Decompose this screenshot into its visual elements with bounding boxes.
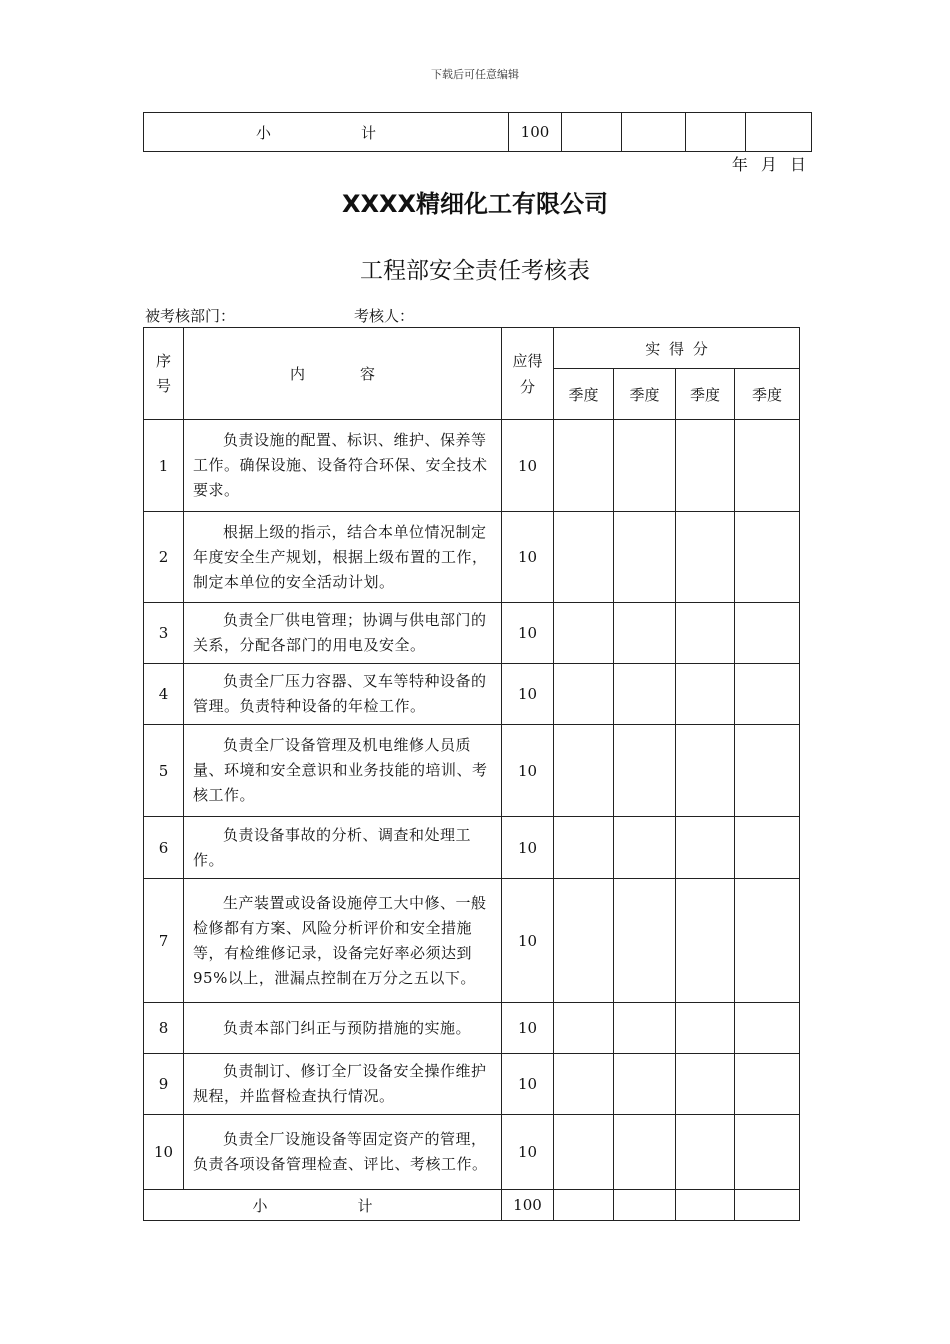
header-row — [144, 328, 800, 369]
quarter-score-cell[interactable] — [676, 1115, 735, 1190]
row-seq: 2 — [144, 512, 184, 603]
quarter-score-cell[interactable] — [735, 817, 800, 879]
row-seq: 4 — [144, 664, 184, 725]
header-note: 下载后可任意编辑 — [431, 68, 519, 81]
quarter-score-cell[interactable] — [735, 725, 800, 817]
row-score: 10 — [502, 725, 554, 817]
previous-subtotal-label: 小 计 — [144, 113, 509, 152]
quarter-score-cell[interactable] — [735, 1003, 800, 1054]
quarter-score-cell[interactable] — [735, 512, 800, 603]
quarter-score-cell[interactable] — [554, 1115, 614, 1190]
table-row — [144, 817, 800, 879]
company-name: XXXX精细化工有限公司 — [341, 190, 608, 218]
row-score: 10 — [502, 879, 554, 1003]
subtotal-row — [144, 1190, 800, 1221]
form-title: 工程部安全责任考核表 — [360, 258, 590, 284]
quarter-score-cell[interactable] — [676, 725, 735, 817]
subtotal-score: 100 — [502, 1190, 554, 1221]
row-seq: 1 — [144, 420, 184, 512]
previous-subtotal-score: 100 — [509, 113, 562, 152]
date-line: 年 月 日 — [731, 155, 806, 174]
quarter-score-cell[interactable] — [676, 879, 735, 1003]
row-content: 根据上级的指示，结合本单位情况制定年度安全生产规划，根据上级布置的工作，制定本单位的安全活动计划。 — [184, 512, 502, 603]
assessor-label: 考核人： — [354, 307, 415, 325]
col-content-header: 内 容 — [184, 328, 502, 420]
previous-subtotal-row — [144, 113, 812, 152]
quarter-score-cell[interactable] — [554, 664, 614, 725]
row-seq: 5 — [144, 725, 184, 817]
quarter-score-cell[interactable] — [676, 603, 735, 664]
row-content: 负责全厂供电管理；协调与供电部门的关系，分配各部门的用电及安全。 — [184, 603, 502, 664]
quarter-score-cell[interactable] — [614, 512, 676, 603]
quarter-score-cell[interactable] — [614, 1115, 676, 1190]
quarter-score-cell[interactable] — [614, 725, 676, 817]
quarter-header: 季度 — [676, 369, 735, 420]
quarter-score-cell[interactable] — [554, 1003, 614, 1054]
quarter-header: 季度 — [735, 369, 800, 420]
quarter-score-cell[interactable] — [554, 879, 614, 1003]
row-score: 10 — [502, 420, 554, 512]
quarter-score-cell[interactable] — [735, 1115, 800, 1190]
row-score: 10 — [502, 1054, 554, 1115]
table-row — [144, 512, 800, 603]
form-meta — [145, 305, 805, 326]
row-content: 负责全厂压力容器、叉车等特种设备的管理。负责特种设备的年检工作。 — [184, 664, 502, 725]
subtotal-quarter-cell[interactable] — [676, 1190, 735, 1221]
previous-quarter-cell[interactable] — [622, 113, 686, 152]
assessed-dept-label: 被考核部门： — [145, 307, 236, 325]
quarter-score-cell[interactable] — [614, 603, 676, 664]
quarter-score-cell[interactable] — [735, 603, 800, 664]
row-content: 负责本部门纠正与预防措施的实施。 — [184, 1003, 502, 1054]
quarter-score-cell[interactable] — [554, 420, 614, 512]
table-row — [144, 664, 800, 725]
row-seq: 8 — [144, 1003, 184, 1054]
row-content: 负责设施的配置、标识、维护、保养等工作。确保设施、设备符合环保、安全技术要求。 — [184, 420, 502, 512]
table-row — [144, 603, 800, 664]
quarter-header: 季度 — [554, 369, 614, 420]
quarter-score-cell[interactable] — [735, 879, 800, 1003]
quarter-score-cell[interactable] — [676, 420, 735, 512]
quarter-score-cell[interactable] — [614, 817, 676, 879]
row-score: 10 — [502, 603, 554, 664]
previous-quarter-cell[interactable] — [562, 113, 622, 152]
subtotal-quarter-cell[interactable] — [554, 1190, 614, 1221]
row-content: 生产装置或设备设施停工大中修、一般检修都有方案、风险分析评价和安全措施等，有检维修记录，设备完好率必须达到95%以上，泄漏点控制在万分之五以下。 — [184, 879, 502, 1003]
row-content: 负责全厂设备管理及机电维修人员质量、环境和安全意识和业务技能的培训、考核工作。 — [184, 725, 502, 817]
col-score-header: 应得分 — [502, 328, 554, 420]
table-row — [144, 1003, 800, 1054]
assessment-table — [143, 327, 800, 1221]
row-score: 10 — [502, 1115, 554, 1190]
table-row — [144, 879, 800, 1003]
quarter-score-cell[interactable] — [735, 1054, 800, 1115]
row-seq: 10 — [144, 1115, 184, 1190]
table-row — [144, 1054, 800, 1115]
subtotal-quarter-cell[interactable] — [614, 1190, 676, 1221]
quarter-score-cell[interactable] — [554, 512, 614, 603]
col-actual-header: 实 得 分 — [554, 328, 800, 369]
row-seq: 3 — [144, 603, 184, 664]
quarter-score-cell[interactable] — [676, 512, 735, 603]
subtotal-quarter-cell[interactable] — [735, 1190, 800, 1221]
quarter-score-cell[interactable] — [735, 420, 800, 512]
quarter-score-cell[interactable] — [676, 664, 735, 725]
row-content: 负责设备事故的分析、调查和处理工作。 — [184, 817, 502, 879]
quarter-score-cell[interactable] — [676, 1003, 735, 1054]
table-row — [144, 725, 800, 817]
previous-quarter-cell[interactable] — [746, 113, 812, 152]
table-row — [144, 420, 800, 512]
quarter-score-cell[interactable] — [614, 420, 676, 512]
row-seq: 7 — [144, 879, 184, 1003]
row-score: 10 — [502, 664, 554, 725]
quarter-score-cell[interactable] — [554, 817, 614, 879]
quarter-score-cell[interactable] — [614, 879, 676, 1003]
quarter-score-cell[interactable] — [554, 1054, 614, 1115]
quarter-header: 季度 — [614, 369, 676, 420]
quarter-score-cell[interactable] — [735, 664, 800, 725]
quarter-score-cell[interactable] — [676, 1054, 735, 1115]
previous-quarter-cell[interactable] — [686, 113, 746, 152]
table-row — [144, 1115, 800, 1190]
quarter-score-cell[interactable] — [554, 725, 614, 817]
row-seq: 9 — [144, 1054, 184, 1115]
col-seq-header: 序号 — [144, 328, 184, 420]
subtotal-label: 小 计 — [144, 1190, 502, 1221]
row-content: 负责制订、修订全厂设备安全操作维护规程，并监督检查执行情况。 — [184, 1054, 502, 1115]
row-score: 10 — [502, 1003, 554, 1054]
row-content: 负责全厂设施设备等固定资产的管理，负责各项设备管理检查、评比、考核工作。 — [184, 1115, 502, 1190]
row-score: 10 — [502, 817, 554, 879]
quarter-score-cell[interactable] — [676, 817, 735, 879]
quarter-score-cell[interactable] — [614, 1003, 676, 1054]
quarter-score-cell[interactable] — [614, 664, 676, 725]
quarter-score-cell[interactable] — [554, 603, 614, 664]
row-seq: 6 — [144, 817, 184, 879]
quarter-score-cell[interactable] — [614, 1054, 676, 1115]
previous-subtotal-table — [143, 112, 812, 152]
row-score: 10 — [502, 512, 554, 603]
